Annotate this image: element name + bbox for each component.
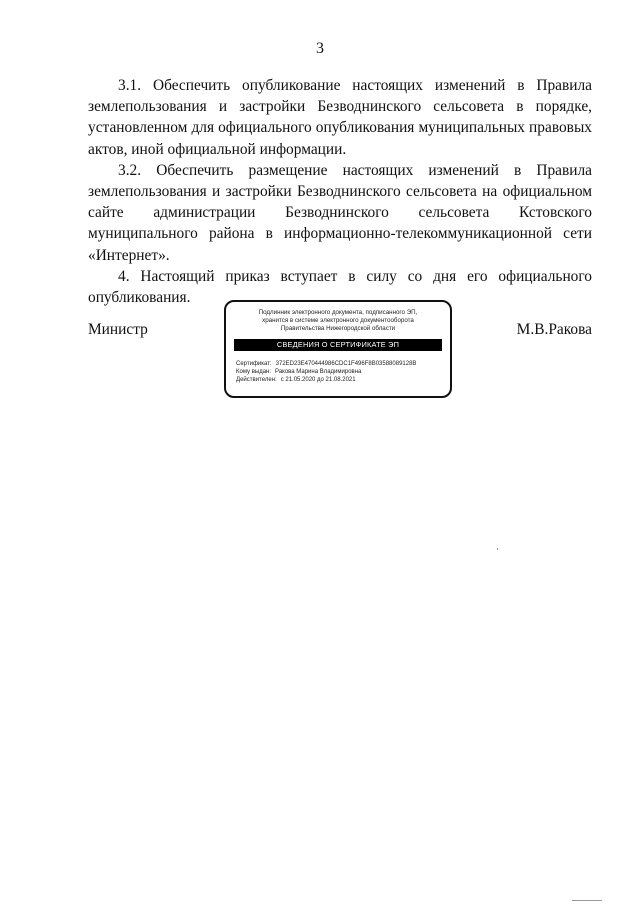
scan-speck	[572, 900, 602, 901]
valid-label: Действителен:	[236, 377, 277, 383]
stamp-header-line: Правительства Нижегородской области	[280, 325, 396, 332]
certificate-row	[236, 360, 440, 368]
stamp-details	[236, 360, 440, 384]
stamp-header-line: Подлинник электронного документа, подписанного ЭП,	[258, 309, 418, 316]
electronic-signature-stamp	[224, 300, 452, 398]
stamp-header	[226, 309, 450, 333]
paragraph-3-2: 3.2. Обеспечить размещение настоящих изменений в Правила землепользования и застройки Безводнинского сельсовета на официальном сайте администрации Безводнинского сельсовета Кстовского муниципального района в информационно-телекоммуникационной сети «Интернет».	[88, 161, 592, 264]
stamp-title-bar: СВЕДЕНИЯ О СЕРТИФИКАТЕ ЭП	[234, 339, 442, 351]
stamp-header-line: хранится в системе электронного документооборота	[262, 317, 414, 324]
issued-to-label: Кому выдан:	[236, 369, 272, 375]
page-number: 3	[316, 40, 324, 57]
certificate-label: Сертификат:	[236, 361, 272, 367]
signer-name: М.В.Ракова	[516, 321, 592, 338]
paragraph-4: 4. Настоящий приказ вступает в силу со дня его официального опубликования.	[88, 267, 592, 307]
document-body	[88, 75, 592, 308]
signer-position: Министр	[88, 321, 148, 338]
valid-row	[236, 376, 440, 384]
signature-block	[88, 300, 592, 400]
scan-speck	[497, 548, 498, 550]
issued-to-value: Ракова Марина Владимировна	[275, 369, 362, 375]
valid-value: с 21.05.2020 до 21.08.2021	[280, 377, 356, 383]
paragraph-3-1: 3.1. Обеспечить опубликование настоящих изменений в Правила землепользования и застройки Безводнинского сельсовета в порядке, установленном для официального опубликования муниципальных правовых актов, иной официальной информации.	[88, 77, 592, 158]
certificate-value: 372ED23E470444986CDC1F496F8B03588089128B	[275, 361, 417, 367]
issued-to-row	[236, 368, 440, 376]
